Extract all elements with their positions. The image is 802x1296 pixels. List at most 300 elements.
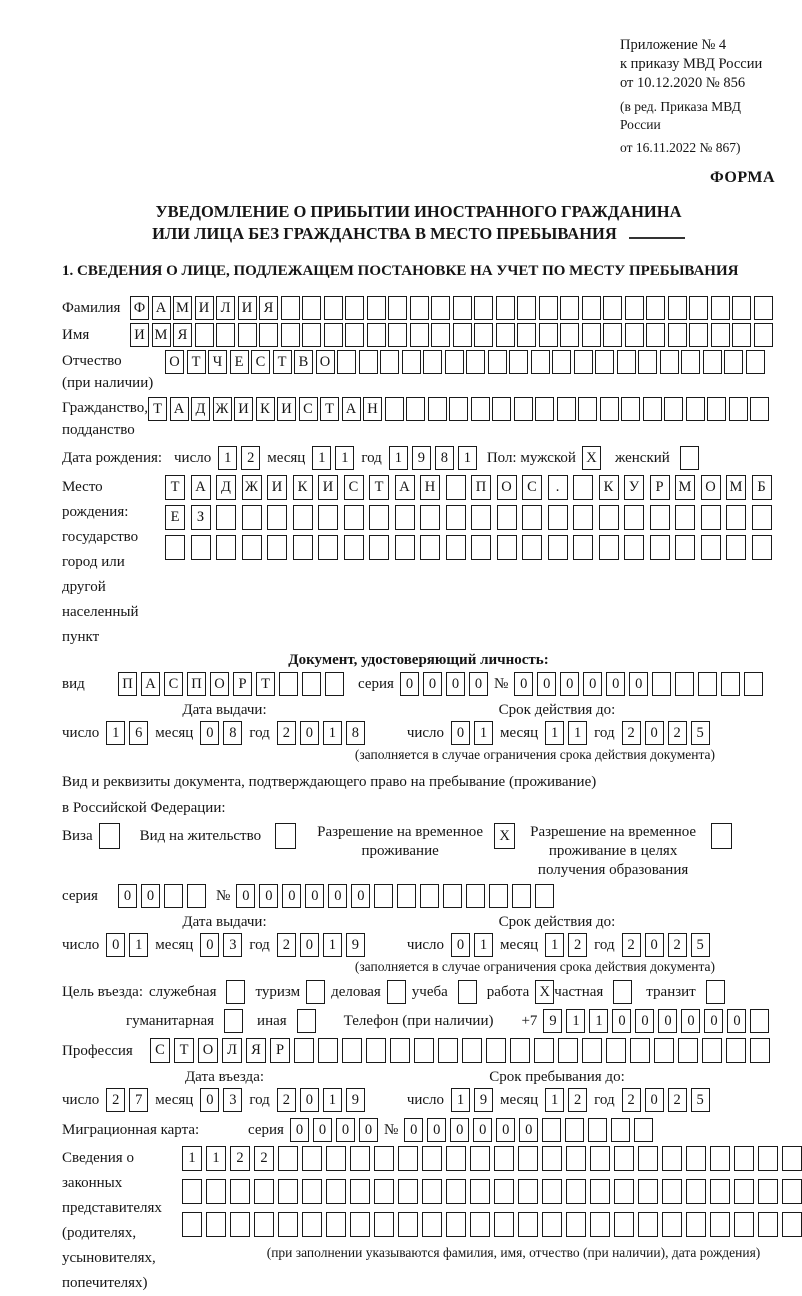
form-cell: Л	[216, 296, 235, 320]
form-cell	[668, 296, 687, 320]
form-cell: 0	[259, 884, 278, 908]
form-cell: 1	[568, 721, 587, 745]
resdoc-valid-day-cells	[451, 933, 493, 957]
form-cell: 2	[230, 1146, 250, 1171]
form-cell	[624, 535, 644, 560]
residence-permit-checkbox	[275, 823, 296, 849]
form-cell: 0	[704, 1009, 723, 1033]
form-cell	[281, 323, 300, 347]
form-cell	[494, 1212, 514, 1237]
birthplace-block	[62, 475, 775, 650]
form-cell	[466, 884, 485, 908]
form-cell: 0	[300, 1088, 319, 1112]
resdoc-valid-year-cells	[622, 933, 710, 957]
form-cell	[512, 884, 531, 908]
form-cell	[216, 535, 236, 560]
form-cell	[590, 1179, 610, 1204]
form-cell: К	[599, 475, 619, 500]
form-cell	[410, 296, 429, 320]
entry-month-cells	[200, 1088, 242, 1112]
form-cell: 9	[474, 1088, 493, 1112]
limit-note-2: (заполняется в случае ограничения срока действия документа)	[354, 959, 715, 974]
form-cell	[510, 1038, 530, 1063]
form-cell	[782, 1146, 802, 1171]
entry-date-label: Дата въезда:	[184, 1069, 265, 1085]
form-cell	[367, 296, 386, 320]
form-cell	[701, 535, 721, 560]
form-cell	[711, 323, 730, 347]
form-cell	[724, 350, 743, 374]
form-cell: Л	[222, 1038, 242, 1063]
stay-until-group: число 1 9 месяц 1 2 год 2 0 2 5	[407, 1088, 710, 1112]
entry-year-cells	[277, 1088, 365, 1112]
iddoc-heading: Документ, удостоверяющий личность:	[288, 652, 549, 668]
form-cell: С	[522, 475, 542, 500]
patronymic-row	[62, 350, 775, 394]
profession-row	[62, 1038, 775, 1063]
form-cell	[752, 535, 772, 560]
form-cell: 0	[423, 672, 442, 696]
migcard-number-cells	[404, 1118, 653, 1142]
form-cell	[431, 296, 450, 320]
form-cell	[470, 1179, 490, 1204]
form-cell: И	[234, 397, 253, 421]
purpose-humanitarian-checkbox	[224, 1009, 243, 1033]
form-cell: X	[494, 823, 515, 849]
form-cell: С	[164, 672, 183, 696]
form-cell	[734, 1146, 754, 1171]
form-cell	[710, 1179, 730, 1204]
form-cell: 0	[300, 933, 319, 957]
stay-year-cells	[622, 1088, 710, 1112]
form-cell	[617, 350, 636, 374]
form-cell: З	[191, 505, 211, 530]
form-cell	[729, 397, 748, 421]
form-cell	[638, 350, 657, 374]
form-cell	[726, 535, 746, 560]
form-cell: 1	[323, 721, 342, 745]
form-cell: А	[191, 475, 211, 500]
birthplace-cells-row3	[165, 535, 772, 560]
purpose-official-checkbox	[226, 980, 245, 1004]
form-cell: 0	[451, 933, 470, 957]
form-cell: X	[582, 446, 601, 470]
form-cell: 2	[668, 721, 687, 745]
form-cell	[428, 397, 447, 421]
form-cell	[535, 884, 554, 908]
form-cell	[750, 397, 769, 421]
form-cell	[654, 1038, 674, 1063]
form-cell: 2	[106, 1088, 125, 1112]
form-cell: 7	[129, 1088, 148, 1112]
form-cell	[686, 1179, 706, 1204]
form-cell: Я	[259, 296, 278, 320]
form-cell	[698, 672, 717, 696]
form-cell: 0	[612, 1009, 631, 1033]
purpose-work-checkbox	[535, 980, 554, 1004]
form-cell	[350, 1179, 370, 1204]
form-cell	[385, 397, 404, 421]
form-cell: И	[238, 296, 257, 320]
form-cell	[560, 323, 579, 347]
form-cell: 0	[450, 1118, 469, 1142]
form-cell: 5	[691, 933, 710, 957]
form-cell	[590, 1212, 610, 1237]
form-cell	[678, 1038, 698, 1063]
form-cell	[443, 884, 462, 908]
form-cell: М	[152, 323, 171, 347]
form-cell	[565, 1118, 584, 1142]
form-cell	[758, 1212, 778, 1237]
resdoc-dates-row	[62, 933, 775, 957]
form-cell	[420, 535, 440, 560]
form-cell: М	[173, 296, 192, 320]
form-cell	[660, 350, 679, 374]
form-cell	[497, 505, 517, 530]
form-cell	[711, 823, 732, 849]
form-cell	[325, 672, 344, 696]
form-cell: Т	[165, 475, 185, 500]
form-cell	[446, 1146, 466, 1171]
form-cell: П	[118, 672, 137, 696]
form-cell	[517, 296, 536, 320]
form-cell	[281, 296, 300, 320]
form-cell: И	[195, 296, 214, 320]
form-cell: 0	[727, 1009, 746, 1033]
title-line-1: УВЕДОМЛЕНИЕ О ПРИБЫТИИ ИНОСТРАННОГО ГРАЖДАНИНА	[155, 202, 682, 221]
annex-block	[620, 36, 775, 157]
form-cell: А	[395, 475, 415, 500]
form-cell: 0	[629, 672, 648, 696]
form-cell	[630, 1038, 650, 1063]
form-cell	[388, 296, 407, 320]
form-cell	[710, 1212, 730, 1237]
form-cell	[438, 1038, 458, 1063]
title-blank-underline	[629, 237, 685, 239]
form-cell	[380, 350, 399, 374]
form-cell	[531, 350, 550, 374]
form-cell	[588, 1118, 607, 1142]
iddoc-issue-year-cells	[277, 721, 365, 745]
form-cell	[278, 1146, 298, 1171]
purpose-transit-label: транзит	[646, 983, 696, 1000]
form-cell: 0	[200, 721, 219, 745]
form-cell: 0	[106, 933, 125, 957]
purpose-business-checkbox	[387, 980, 406, 1004]
form-cell	[706, 980, 725, 1004]
form-cell	[675, 535, 695, 560]
form-cell	[599, 535, 619, 560]
form-cell: 6	[129, 721, 148, 745]
form-cell	[470, 1146, 490, 1171]
form-cell: 2	[241, 446, 260, 470]
form-cell	[782, 1179, 802, 1204]
purpose-row	[62, 980, 775, 1004]
form-cell	[732, 323, 751, 347]
form-cell	[471, 535, 491, 560]
form-cell: 1	[566, 1009, 585, 1033]
form-cell: М	[675, 475, 695, 500]
form-cell: 0	[404, 1118, 423, 1142]
form-cell: 2	[622, 721, 641, 745]
form-cell: 2	[668, 933, 687, 957]
form-cell	[275, 823, 296, 849]
form-cell: Б	[752, 475, 772, 500]
citizenship-row	[62, 397, 775, 441]
form-cell	[662, 1179, 682, 1204]
form-cell: 1	[312, 446, 331, 470]
form-cell	[754, 323, 773, 347]
form-cell: В	[294, 350, 313, 374]
form-cell: 0	[305, 884, 324, 908]
form-cell: 0	[328, 884, 347, 908]
form-cell	[337, 350, 356, 374]
form-cell	[342, 1038, 362, 1063]
sex-male-label: Пол: мужской	[486, 449, 576, 466]
form-cell: 2	[568, 1088, 587, 1112]
resdoc-text: Вид и реквизиты документа, подтверждающего право на пребывание (проживание) в Российской Федерации:	[62, 774, 597, 816]
birthdate-label: Дата рождения:	[62, 450, 163, 466]
purpose-study-label: учеба	[411, 983, 448, 1000]
form-cell	[326, 1212, 346, 1237]
form-cell	[625, 296, 644, 320]
form-cell: 1	[218, 446, 237, 470]
series-label: серия	[358, 675, 394, 692]
form-cell	[750, 1038, 770, 1063]
iddoc-valid-group: число 0 1 месяц 1 1 год 2 0 2 5	[407, 721, 710, 745]
purpose-other-checkbox	[297, 1009, 316, 1033]
form-cell: 0	[658, 1009, 677, 1033]
form-cell: .	[548, 475, 568, 500]
form-cell	[638, 1146, 658, 1171]
form-cell: 1	[545, 721, 564, 745]
purpose-private-checkbox	[613, 980, 632, 1004]
form-cell: 0	[236, 884, 255, 908]
form-cell	[350, 1146, 370, 1171]
form-cell	[445, 350, 464, 374]
form-cell: 0	[519, 1118, 538, 1142]
purpose-transit-checkbox	[706, 980, 725, 1004]
entry-date-headers	[62, 1069, 775, 1086]
birth-month-cells	[312, 446, 354, 470]
form-cell: 8	[346, 721, 365, 745]
form-cell: Д	[191, 397, 210, 421]
form-cell	[374, 1179, 394, 1204]
form-cell	[395, 505, 415, 530]
form-cell	[388, 323, 407, 347]
name-row	[62, 323, 775, 347]
form-cell	[573, 505, 593, 530]
form-cell: 0	[645, 933, 664, 957]
form-cell	[422, 1179, 442, 1204]
form-cell	[306, 980, 325, 1004]
form-cell: 0	[400, 672, 419, 696]
visa-checkbox	[99, 823, 120, 849]
form-cell	[539, 323, 558, 347]
form-cell	[652, 672, 671, 696]
form-cell	[548, 505, 568, 530]
form-cell	[754, 296, 773, 320]
form-cell	[702, 1038, 722, 1063]
form-cell: 2	[277, 1088, 296, 1112]
form-cell: С	[251, 350, 270, 374]
form-cell: Н	[420, 475, 440, 500]
form-cell	[259, 323, 278, 347]
form-cell	[646, 323, 665, 347]
form-cell	[318, 1038, 338, 1063]
form-cell: А	[342, 397, 361, 421]
form-cell: 9	[412, 446, 431, 470]
profession-label: Профессия	[62, 1042, 133, 1059]
form-cell: 8	[223, 721, 242, 745]
form-cell	[681, 350, 700, 374]
form-cell	[624, 505, 644, 530]
form-cell	[453, 323, 472, 347]
name-label: Имя	[62, 327, 90, 343]
form-cell	[302, 1212, 322, 1237]
form-cell: Т	[273, 350, 292, 374]
form-cell: Т	[187, 350, 206, 374]
form-cell	[522, 505, 542, 530]
form-cell: О	[198, 1038, 218, 1063]
series-label: серия	[62, 888, 98, 904]
form-cell	[267, 505, 287, 530]
iddoc-kind-row	[62, 672, 775, 696]
form-cell	[187, 884, 206, 908]
valid-until-label: Срок действия до:	[498, 702, 616, 718]
form-cell: Т	[148, 397, 167, 421]
form-cell	[566, 1179, 586, 1204]
birthplace-cells-row2	[165, 505, 772, 530]
form-cell: 0	[200, 933, 219, 957]
temp-residence-checkbox	[494, 823, 515, 849]
form-cell	[634, 1118, 653, 1142]
form-cell	[326, 1179, 346, 1204]
form-cell: Е	[230, 350, 249, 374]
form-cell	[566, 1212, 586, 1237]
form-cell	[446, 1212, 466, 1237]
form-cell	[603, 323, 622, 347]
form-cell	[509, 350, 528, 374]
purpose-other-label: иная	[257, 1012, 287, 1029]
form-cell	[517, 323, 536, 347]
resdoc-date-headers: Дата выдачи: Срок действия до:	[182, 914, 616, 930]
form-cell: 1	[323, 1088, 342, 1112]
entry-day-cells	[106, 1088, 148, 1112]
form-cell	[611, 1118, 630, 1142]
form-cell	[701, 505, 721, 530]
form-cell: 0	[351, 884, 370, 908]
form-cell	[539, 296, 558, 320]
profession-cells	[150, 1038, 770, 1063]
form-cell	[474, 323, 493, 347]
form-cell: О	[210, 672, 229, 696]
stay-until-label: Срок пребывания до:	[489, 1069, 625, 1085]
form-cell	[471, 505, 491, 530]
form-cell	[345, 296, 364, 320]
form-cell	[302, 296, 321, 320]
purpose-private-label: частная	[554, 983, 604, 1000]
form-cell: Ф	[130, 296, 149, 320]
patronymic-cells	[165, 350, 765, 374]
form-cell	[254, 1179, 274, 1204]
form-cell	[471, 397, 490, 421]
form-cell	[366, 1038, 386, 1063]
form-cell	[522, 535, 542, 560]
form-cell: 2	[254, 1146, 274, 1171]
purpose-label: Цель въезда:	[62, 983, 143, 1000]
form-cell	[494, 1179, 514, 1204]
form-cell	[582, 1038, 602, 1063]
form-cell	[226, 980, 245, 1004]
form-cell	[621, 397, 640, 421]
form-cell	[165, 535, 185, 560]
form-cell	[238, 323, 257, 347]
form-cell	[449, 397, 468, 421]
form-cell	[675, 505, 695, 530]
form-cell	[603, 296, 622, 320]
form-cell: Р	[233, 672, 252, 696]
form-cell	[324, 323, 343, 347]
form-cell	[710, 1146, 730, 1171]
day-label: число	[174, 449, 212, 466]
form-cell: И	[130, 323, 149, 347]
form-cell	[267, 535, 287, 560]
form-cell: 0	[141, 884, 160, 908]
purpose-humanitarian-label: гуманитарная	[126, 1012, 215, 1029]
form-cell: К	[256, 397, 275, 421]
form-cell: О	[497, 475, 517, 500]
form-cell: 1	[458, 446, 477, 470]
form-cell: П	[187, 672, 206, 696]
iddoc-dates-row	[62, 721, 775, 745]
form-cell: 1	[451, 1088, 470, 1112]
iddoc-issue-month-cells	[200, 721, 242, 745]
visa-label: Виза	[62, 828, 93, 844]
form-cell	[302, 672, 321, 696]
amend-line: (в ред. Приказа МВД России	[620, 99, 741, 132]
annex-line: Приложение № 4	[620, 37, 727, 53]
form-cell	[643, 397, 662, 421]
form-cell: 0	[282, 884, 301, 908]
form-cell: Я	[173, 323, 192, 347]
form-cell	[395, 535, 415, 560]
form-cell	[369, 535, 389, 560]
title-line-2: ИЛИ ЛИЦА БЕЗ ГРАЖДАНСТВА В МЕСТО ПРЕБЫВАНИЯ	[62, 223, 775, 245]
form-cell	[686, 397, 705, 421]
iddoc-valid-day-cells	[451, 721, 493, 745]
form-cell	[600, 397, 619, 421]
form-cell: 2	[277, 721, 296, 745]
form-cell	[726, 1038, 746, 1063]
document-title	[62, 201, 775, 245]
form-cell	[535, 397, 554, 421]
form-cell	[518, 1212, 538, 1237]
form-cell: 1	[545, 933, 564, 957]
form-cell	[344, 535, 364, 560]
form-cell	[458, 980, 477, 1004]
form-cell	[398, 1146, 418, 1171]
form-cell	[216, 505, 236, 530]
form-cell	[242, 505, 262, 530]
form-cell	[662, 1212, 682, 1237]
birthplace-cells-block	[165, 475, 772, 565]
resdoc-valid-month-cells	[545, 933, 587, 957]
birthplace-labels: Место рождения: государство город или другой населенный пункт	[62, 479, 139, 645]
form-cell: 0	[645, 721, 664, 745]
form-cell	[446, 1179, 466, 1204]
form-cell	[514, 397, 533, 421]
